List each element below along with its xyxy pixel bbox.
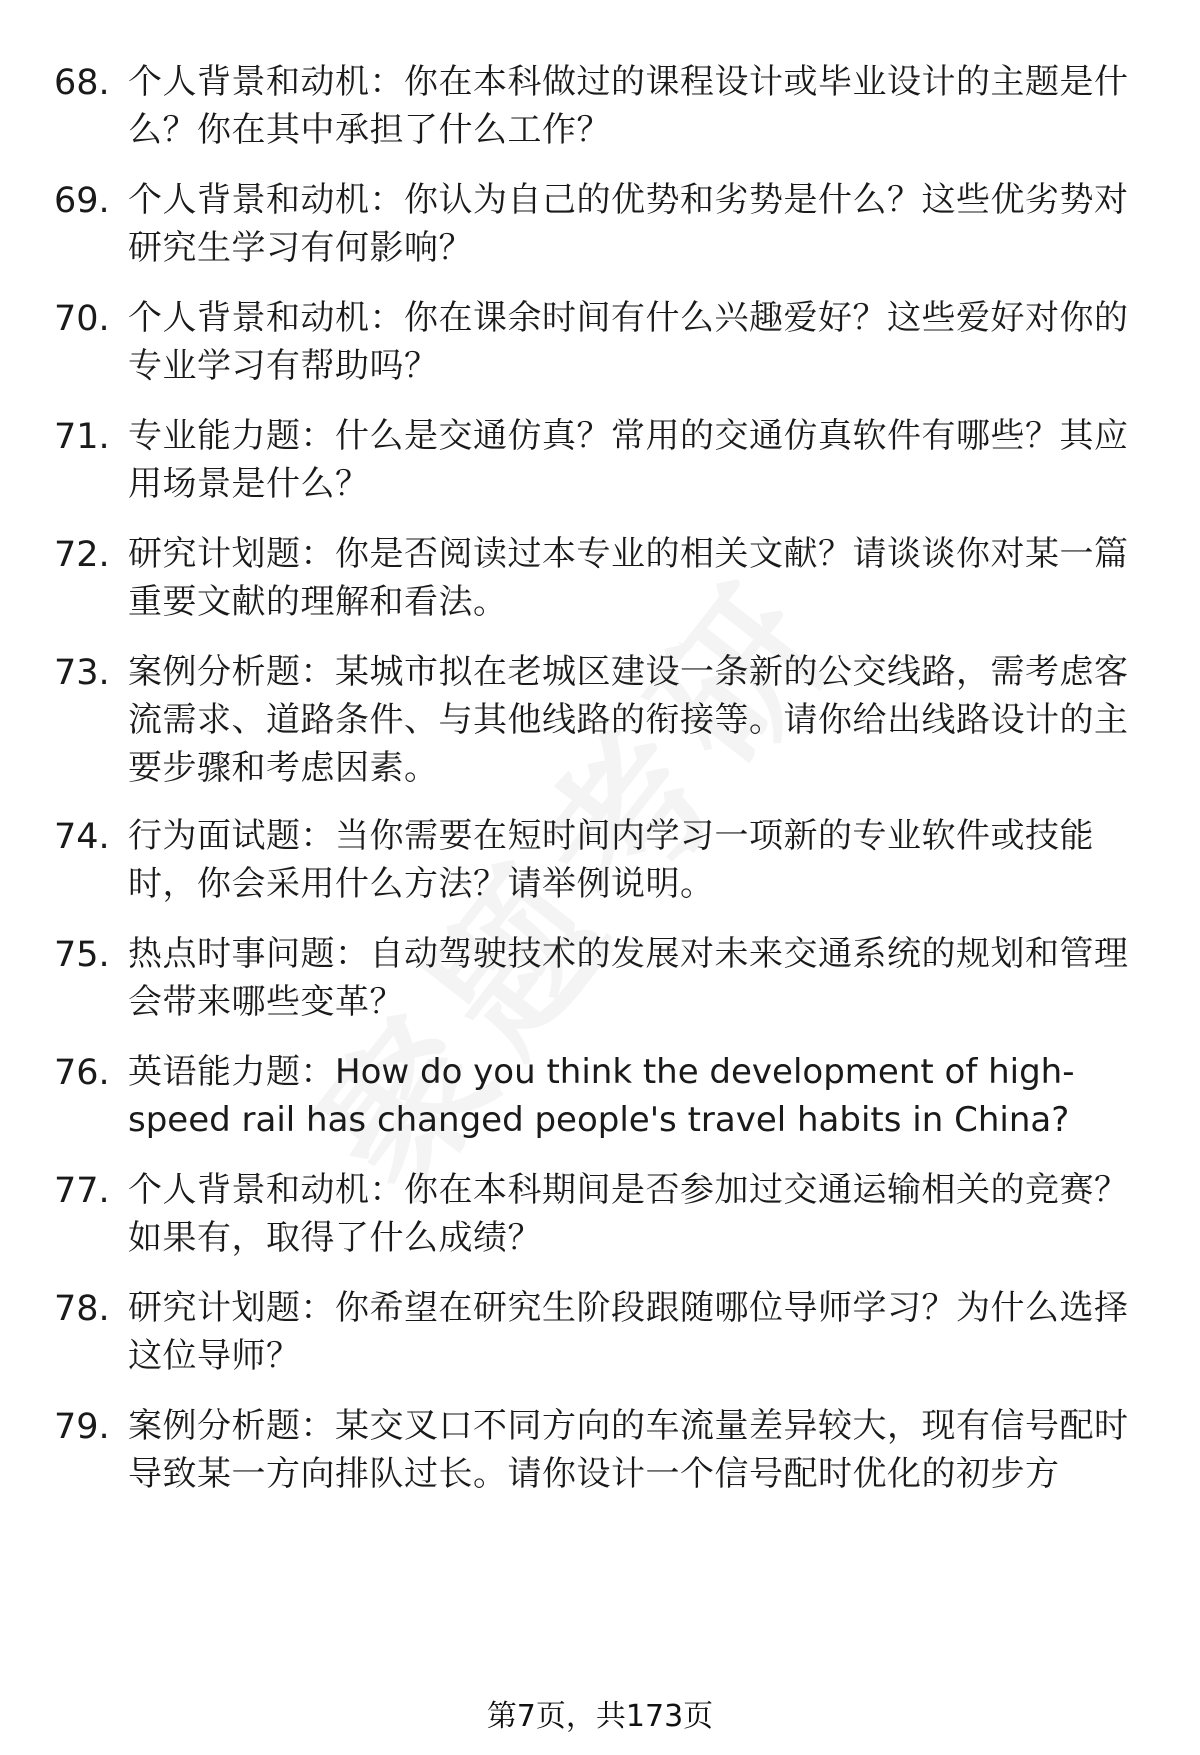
question-english-text: How do you think the development of high-speed rail has changed people's travel habits in China? xyxy=(128,1052,1075,1140)
question-number: 70. xyxy=(54,299,110,339)
question-number: 76. xyxy=(54,1053,110,1093)
question-text: 个人背景和动机：你在课余时间有什么兴趣爱好？这些爱好对你的专业学习有帮助吗？ xyxy=(128,298,1129,386)
question-number: 74. xyxy=(54,817,110,857)
question-text: 热点时事问题：自动驾驶技术的发展对未来交通系统的规划和管理会带来哪些变革？ xyxy=(128,934,1129,1022)
question-number: 71. xyxy=(54,417,110,457)
question-category: 英语能力题： xyxy=(128,1052,335,1092)
page-indicator: 第7页，共173页 xyxy=(486,1699,714,1734)
question-number: 75. xyxy=(54,935,110,975)
question-text: 行为面试题：当你需要在短时间内学习一项新的专业软件或技能时，你会采用什么方法？请举例说明。 xyxy=(128,816,1094,904)
question-text xyxy=(128,1048,1138,1144)
question-text: 研究计划题：你希望在研究生阶段跟随哪位导师学习？为什么选择这位导师？ xyxy=(128,1288,1129,1376)
question-number: 72. xyxy=(54,535,110,575)
question-number: 69. xyxy=(54,181,110,221)
question-number: 73. xyxy=(54,653,110,693)
question-number: 79. xyxy=(54,1407,110,1447)
question-text: 专业能力题：什么是交通仿真？常用的交通仿真软件有哪些？其应用场景是什么？ xyxy=(128,416,1129,504)
question-text: 个人背景和动机：你认为自己的优势和劣势是什么？这些优劣势对研究生学习有何影响？ xyxy=(128,180,1129,268)
question-text: 案例分析题：某交叉口不同方向的车流量差异较大，现有信号配时导致某一方向排队过长。请你设计一个信号配时优化的初步方 xyxy=(128,1406,1129,1494)
question-number: 77. xyxy=(54,1171,110,1211)
question-number: 78. xyxy=(54,1289,110,1329)
question-number: 68. xyxy=(54,63,110,103)
question-text: 研究计划题：你是否阅读过本专业的相关文献？请谈谈你对某一篇重要文献的理解和看法。 xyxy=(128,534,1129,622)
question-text: 案例分析题：某城市拟在老城区建设一条新的公交线路，需考虑客流需求、道路条件、与其他线路的衔接等。请你给出线路设计的主要步骤和考虑因素。 xyxy=(128,652,1129,788)
question-text: 个人背景和动机：你在本科期间是否参加过交通运输相关的竞赛？如果有，取得了什么成绩？ xyxy=(128,1170,1129,1258)
question-text: 个人背景和动机：你在本科做过的课程设计或毕业设计的主题是什么？你在其中承担了什么工作？ xyxy=(128,62,1129,150)
